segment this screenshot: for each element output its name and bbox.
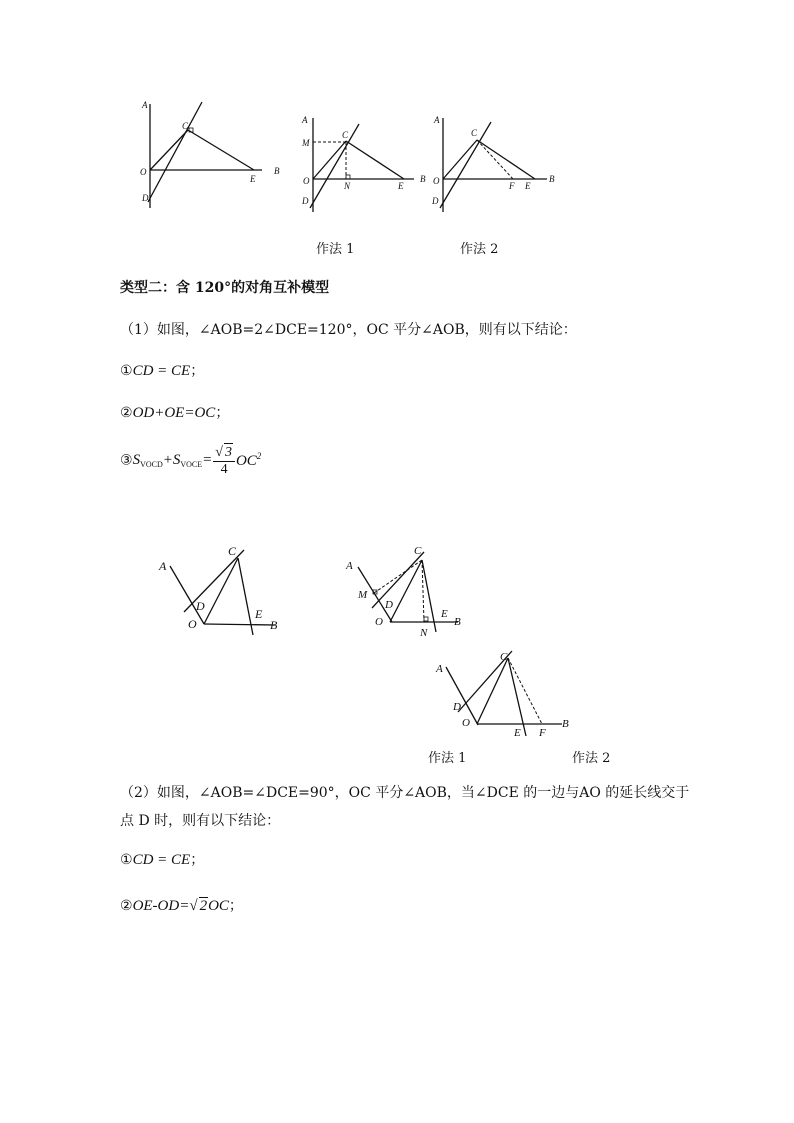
part2-conclusion-1 bbox=[120, 849, 204, 869]
label-B: B bbox=[549, 174, 555, 184]
formula: OE-OD= bbox=[132, 898, 190, 914]
formula: OD+OE=OC bbox=[132, 405, 216, 421]
caption-method-2: 作法 2 bbox=[572, 751, 611, 766]
label-C: C bbox=[471, 128, 478, 138]
label-E: E bbox=[255, 607, 263, 621]
marker: ③ bbox=[120, 452, 133, 469]
label-A: A bbox=[436, 663, 443, 675]
label-E: E bbox=[514, 727, 521, 739]
plus-sign: + bbox=[162, 452, 173, 468]
caption-method-2: 作法 2 bbox=[460, 242, 499, 257]
label-O: O bbox=[303, 176, 310, 186]
label-D: D bbox=[453, 701, 461, 713]
label-C: C bbox=[500, 651, 508, 663]
denominator: 4 bbox=[220, 462, 228, 477]
punct: ； bbox=[228, 898, 243, 914]
label-F: F bbox=[539, 727, 546, 739]
label-E: E bbox=[398, 181, 404, 191]
label-D: D bbox=[142, 193, 149, 203]
figure-mid-3 bbox=[430, 650, 575, 742]
label-F: F bbox=[509, 181, 515, 191]
caption-method-1: 作法 1 bbox=[428, 751, 467, 766]
label-B: B bbox=[562, 718, 569, 730]
label-D: D bbox=[302, 196, 309, 206]
section-heading: 类型二：含 120°的对角互补模型 bbox=[120, 280, 330, 296]
conclusion-1 bbox=[120, 360, 204, 380]
label-M: M bbox=[358, 589, 368, 601]
label-C: C bbox=[228, 544, 237, 558]
punct: ； bbox=[190, 363, 205, 379]
label-A: A bbox=[142, 100, 148, 110]
label-D: D bbox=[196, 599, 205, 613]
label-C: C bbox=[414, 545, 422, 557]
label-E: E bbox=[250, 174, 256, 184]
oc-symbol: OC bbox=[235, 453, 257, 469]
punct: ； bbox=[215, 405, 230, 421]
label-A: A bbox=[159, 559, 167, 573]
label-O: O bbox=[375, 616, 383, 628]
conclusion-3 bbox=[120, 443, 261, 478]
label-A: A bbox=[302, 115, 308, 125]
label-C: C bbox=[182, 121, 189, 131]
label-D: D bbox=[385, 599, 393, 611]
area-symbol: S bbox=[132, 452, 141, 468]
marker: ① bbox=[120, 852, 133, 868]
label-A: A bbox=[346, 560, 353, 572]
exponent: 2 bbox=[256, 451, 262, 461]
marker: ① bbox=[120, 363, 133, 379]
formula: CD = CE bbox=[132, 852, 191, 868]
label-E: E bbox=[441, 608, 448, 620]
label-B: B bbox=[420, 174, 426, 184]
label-O: O bbox=[433, 176, 440, 186]
figure-top-3 bbox=[429, 112, 564, 217]
label-O: O bbox=[462, 717, 470, 729]
figure-mid-2 bbox=[340, 540, 470, 640]
figure-mid-1 bbox=[150, 540, 290, 640]
label-B: B bbox=[454, 616, 461, 628]
conclusion-2 bbox=[120, 402, 229, 422]
part1-statement: （1）如图，∠AOB=2∠DCE=120°，OC 平分∠AOB，则有以下结论： bbox=[120, 322, 577, 338]
marker: ② bbox=[120, 898, 133, 914]
root-value: 2 bbox=[199, 898, 208, 914]
label-B: B bbox=[270, 618, 278, 632]
caption-method-1: 作法 1 bbox=[316, 242, 355, 257]
label-C: C bbox=[342, 130, 349, 140]
label-O: O bbox=[140, 167, 147, 177]
figure-top-1 bbox=[136, 98, 286, 213]
part2-statement-line2: 点 D 时，则有以下结论： bbox=[120, 813, 281, 829]
label-M: M bbox=[302, 138, 310, 148]
area-subscript: VOCD bbox=[140, 460, 163, 469]
root-value: 3 bbox=[224, 445, 232, 460]
part2-conclusion-2: ②OE-OD=√ 2OC； bbox=[120, 898, 243, 914]
punct: ； bbox=[190, 852, 205, 868]
formula: CD = CE bbox=[132, 363, 191, 379]
label-O: O bbox=[188, 617, 197, 631]
label-E: E bbox=[525, 181, 531, 191]
label-D: D bbox=[432, 196, 439, 206]
label-A: A bbox=[434, 115, 440, 125]
equals-sign: = bbox=[202, 452, 213, 468]
label-N: N bbox=[344, 181, 351, 191]
part2-statement-line1: （2）如图，∠AOB=∠DCE=90°，OC 平分∠AOB，当∠DCE 的一边与AO 的延长线交于 bbox=[120, 785, 690, 801]
oc-symbol: OC bbox=[208, 898, 229, 914]
label-N: N bbox=[420, 627, 428, 639]
area-subscript: VOCE bbox=[180, 460, 203, 469]
figure-top-2 bbox=[296, 112, 431, 217]
fraction: $\frac{√ 3}{4}$ bbox=[213, 443, 235, 478]
label-B: B bbox=[274, 166, 280, 176]
marker: ② bbox=[120, 405, 133, 421]
area-symbol: S bbox=[172, 452, 181, 468]
